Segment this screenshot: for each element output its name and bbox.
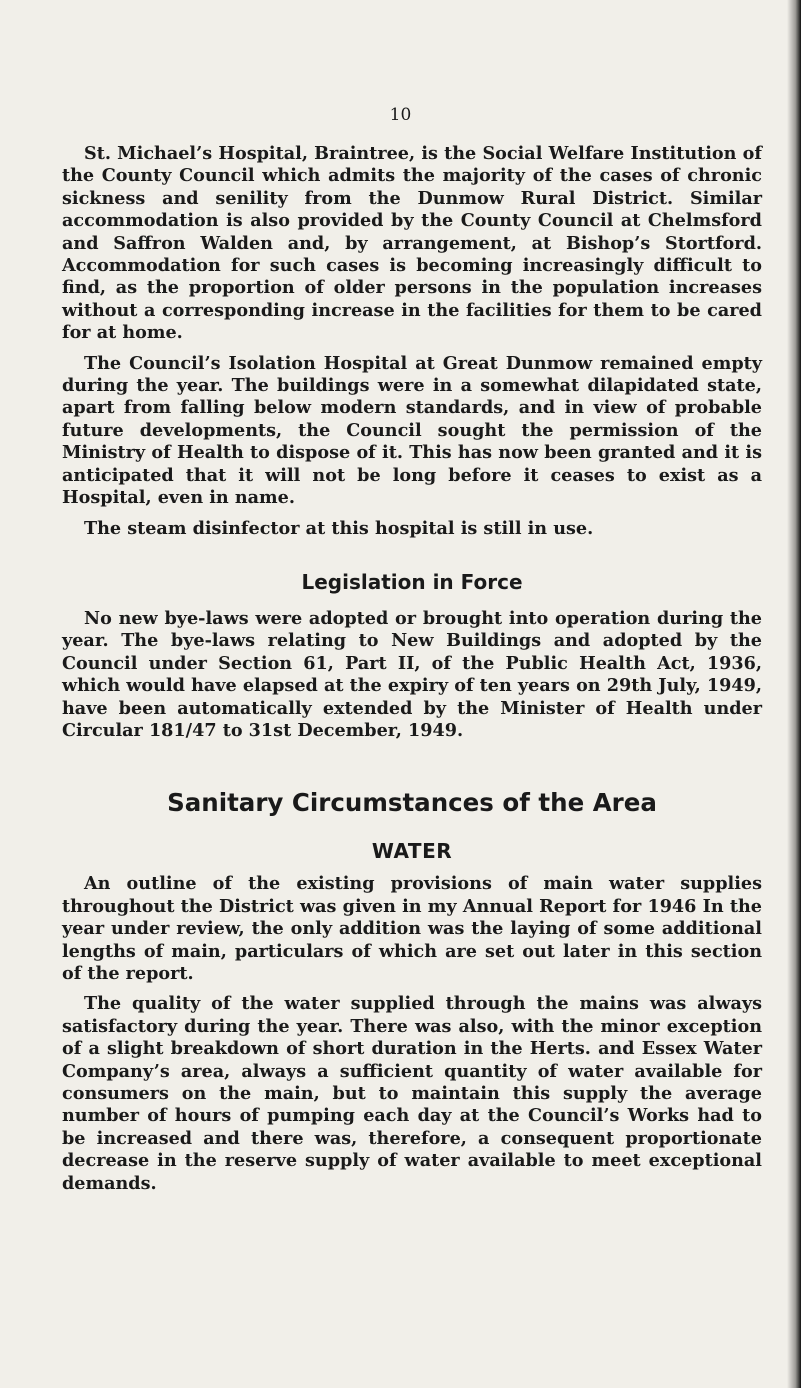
- subheading-water: WATER: [371, 839, 453, 864]
- paragraph-isolation-hospital: The Council’s Isolation Hospital at Great Dunmow remained empty during the year. The buildings were in a somewhat dilapidated state, apart from falling below modern standards, and in view of probable future developments, the Council sought the permission of the Ministry of Health to dispose of it. This has now been granted and it is anticipated that it will not be long before it ceases to exist as a Hospital, even in name.: [62, 352, 762, 509]
- heading-legislation: Legislation in Force: [301, 569, 523, 594]
- paragraph-st-michaels: St. Michael’s Hospital, Braintree, is the Social Welfare Institution of the County Council which admits the majority of the cases of chronic sickness and senility from the Dunmow Rural District. Similar accommodation is also provided by the County Council at Chelmsford and Saffron Walden and, by arrangement, at Bishop’s Stortford. Accommodation for such cases is becoming increasingly difficult to find, as the proportion of older persons in the population increases without a corresponding increase in the facilities for them to be cared for at home.: [62, 143, 762, 344]
- page-number: 10: [389, 105, 412, 125]
- paragraph-steam-disinfector: The steam disinfector at this hospital is still in use.: [84, 517, 594, 539]
- page-edge-shadow: [787, 0, 801, 1388]
- paragraph-bye-laws: No new bye-laws were adopted or brought into operation during the year. The bye-laws relating to New Buildings and adopted by the Council under Section 61, Part II, of the Public Health Act, 1936, which would have elapsed at the expiry of ten years on 29th July, 1949, have been automatically extended by the Minister of Health under Circular 181/47 to 31st December, 1949.: [62, 607, 762, 741]
- heading-sanitary-circumstances: Sanitary Circumstances of the Area: [167, 788, 657, 818]
- paragraph-water-outline: An outline of the existing provisions of main water supplies throughout the District was given in my Annual Report for 1946 In the year under review, the only addition was the laying of some additional lengths of main, particulars of which are set out later in this section of the report.: [62, 873, 762, 984]
- document-body: [62, 143, 762, 1203]
- paragraph-water-quality: The quality of the water supplied through the mains was always satisfactory during the year. There was also, with the minor exception of a slight breakdown of short duration in the Herts. and Essex Water Company’s area, always a sufficient quantity of water available for consumers on the main, but to maintain this supply the average number of hours of pumping each day at the Council’s Works had to be increased and there was, therefore, a consequent proportionate decrease in the reserve supply of water available to meet exceptional demands.: [62, 993, 762, 1194]
